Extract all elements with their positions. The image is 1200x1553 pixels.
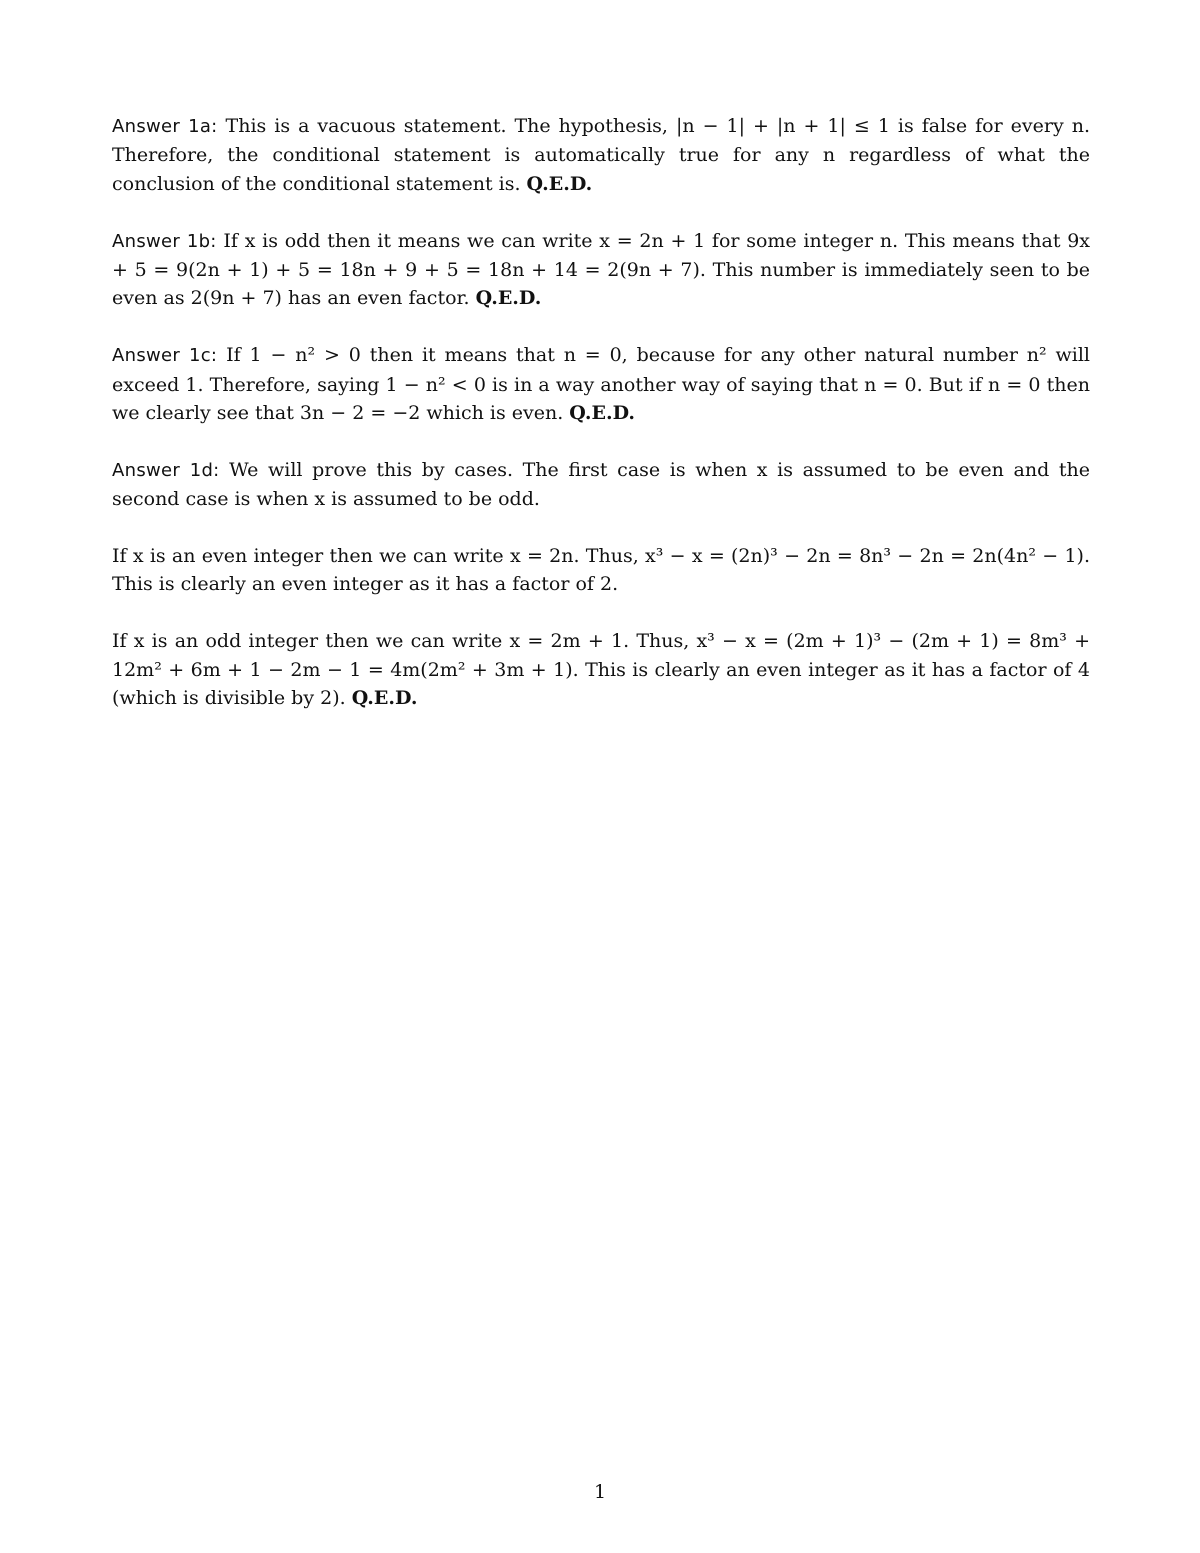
answer-1c — [112, 341, 1090, 427]
answer-text: If x is odd then it means we can write x = 2n + 1 for some integer n. This means that 9x + 5 = 9(2n + 1) + 5 = 18n + 9 + 5 = 18n + 14 = 2(9n + 7). This number is immediately seen to be even as 2(9n + 7) has an even factor. — [112, 229, 1090, 310]
answer-text: This is a vacuous statement. The hypothesis, |n − 1| + |n + 1| ≤ 1 is false for every n. Therefore, the conditional statement is automatically true for any n regardless of what the conclusion of the conditional statement is. — [112, 115, 1090, 195]
qed-mark: Q.E.D. — [569, 402, 636, 425]
answer-label: Answer 1d: — [112, 459, 220, 481]
answer-label: Answer 1b: — [112, 230, 217, 252]
qed-mark: Q.E.D. — [526, 172, 593, 195]
page-number: 1 — [593, 1481, 607, 1503]
case-even-text: If x is an even integer then we can write x = 2n. Thus, x³ − x = (2n)³ − 2n = 8n³ − 2n = 2n(4n² − 1). This is clearly an even integer as it has a factor of 2. — [112, 545, 1090, 596]
case-odd-text: If x is an odd integer then we can write x = 2m + 1. Thus, x³ − x = (2m + 1)³ − (2m + 1) = 8m³ + 12m² + 6m + 1 − 2m − 1 = 4m(2m² + 3m + 1). This is clearly an even integer as it has a factor of 4 (which is divisible by 2). — [112, 630, 1090, 710]
qed-mark: Q.E.D. — [351, 687, 418, 710]
answer-1d — [112, 456, 1090, 514]
document-body — [112, 112, 1090, 741]
case-even-paragraph — [112, 542, 1090, 599]
answer-1b — [112, 227, 1090, 313]
answer-label: Answer 1a: — [112, 116, 218, 137]
answer-1a — [112, 112, 1090, 198]
case-odd-paragraph — [112, 627, 1090, 712]
answer-text: We will prove this by cases. The first case is when x is assumed to be even and the second case is when x is assumed to be odd. — [112, 458, 1090, 511]
answer-text: If 1 − n² > 0 then it means that n = 0, because for any other natural number n² will exceed 1. Therefore, saying 1 − n² < 0 is in a way another way of saying that n = 0. But if n = 0 then we clearly see that 3n − 2 = −2 which is even. — [112, 344, 1090, 425]
answer-label: Answer 1c: — [112, 345, 218, 367]
qed-mark: Q.E.D. — [475, 287, 542, 310]
